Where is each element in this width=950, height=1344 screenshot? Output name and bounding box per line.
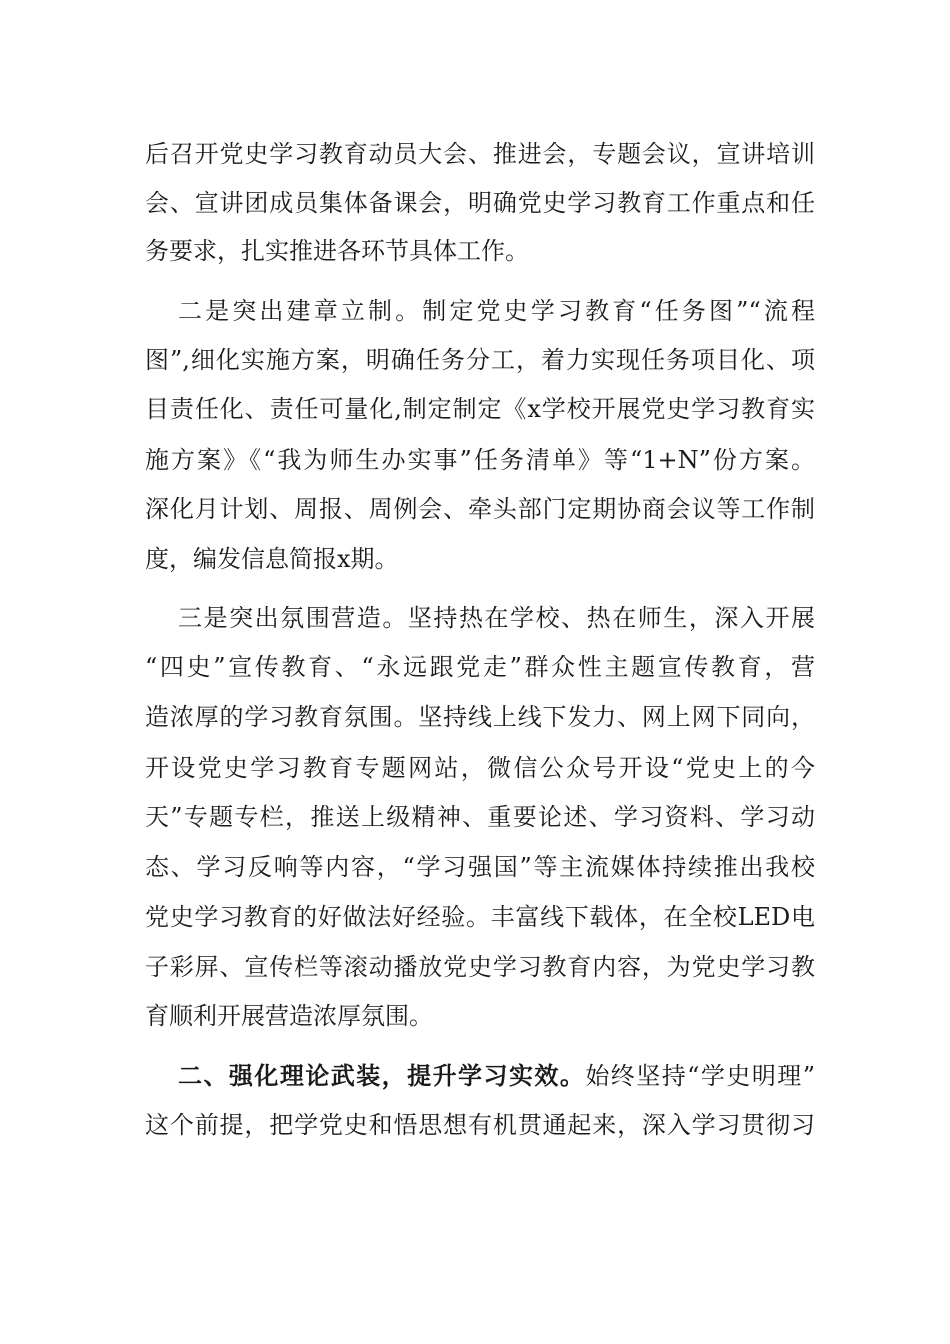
paragraph-line: 会、宣讲团成员集体备课会，明确党史学习教育工作重点和任 [145,189,815,217]
paragraph-line: 造浓厚的学习教育氛围。坚持线上线下发力、网上网下同向， [145,703,815,731]
paragraph-line: 施方案》《“我为师生办实事”任务清单》等“1+N”份方案。 [145,446,815,474]
paragraph-line: 目责任化、责任可量化,制定制定《x学校开展党史学习教育实 [145,395,815,423]
heading-line-text: 始终坚持“学史明理” [585,1062,816,1090]
paragraph-line: 务要求，扎实推进各环节具体工作。 [145,237,529,265]
paragraph-line: 开设党史学习教育专题网站，微信公众号开设“党史上的今 [145,754,815,782]
paragraph-line: 图”,细化实施方案，明确任务分工，着力实现任务项目化、项 [145,346,815,374]
paragraph-line: 态、学习反响等内容，“学习强国”等主流媒体持续推出我校 [145,853,815,881]
paragraph-line: 三是突出氛围营造。坚持热在学校、热在师生，深入开展 [178,604,815,632]
paragraph-line: 深化月计划、周报、周例会、牵头部门定期协商会议等工作制 [145,495,815,523]
paragraph-line: 子彩屏、宣传栏等滚动播放党史学习教育内容，为党史学习教 [145,953,815,981]
paragraph-line: 育顺利开展营造浓厚氛围。 [145,1002,433,1030]
paragraph-line: 二是突出建章立制。制定党史学习教育“任务图”“流程 [178,297,815,325]
paragraph-line: 党史学习教育的好做法好经验。丰富线下载体，在全校LED电 [145,903,815,931]
paragraph-line: 天”专题专栏，推送上级精神、重要论述、学习资料、学习动 [145,803,815,831]
paragraph-line: 度，编发信息简报x期。 [145,545,399,573]
paragraph-line: 后召开党史学习教育动员大会、推进会，专题会议，宣讲培训 [145,140,815,168]
paragraph-line: 这个前提，把学党史和悟思想有机贯通起来，深入学习贯彻习 [145,1111,815,1139]
paragraph-line [178,1056,815,1096]
section-heading: 二、强化理论武装，提升学习实效。 [178,1061,586,1090]
paragraph-line: “四史”宣传教育、“永远跟党走”群众性主题宣传教育，营 [145,653,815,681]
